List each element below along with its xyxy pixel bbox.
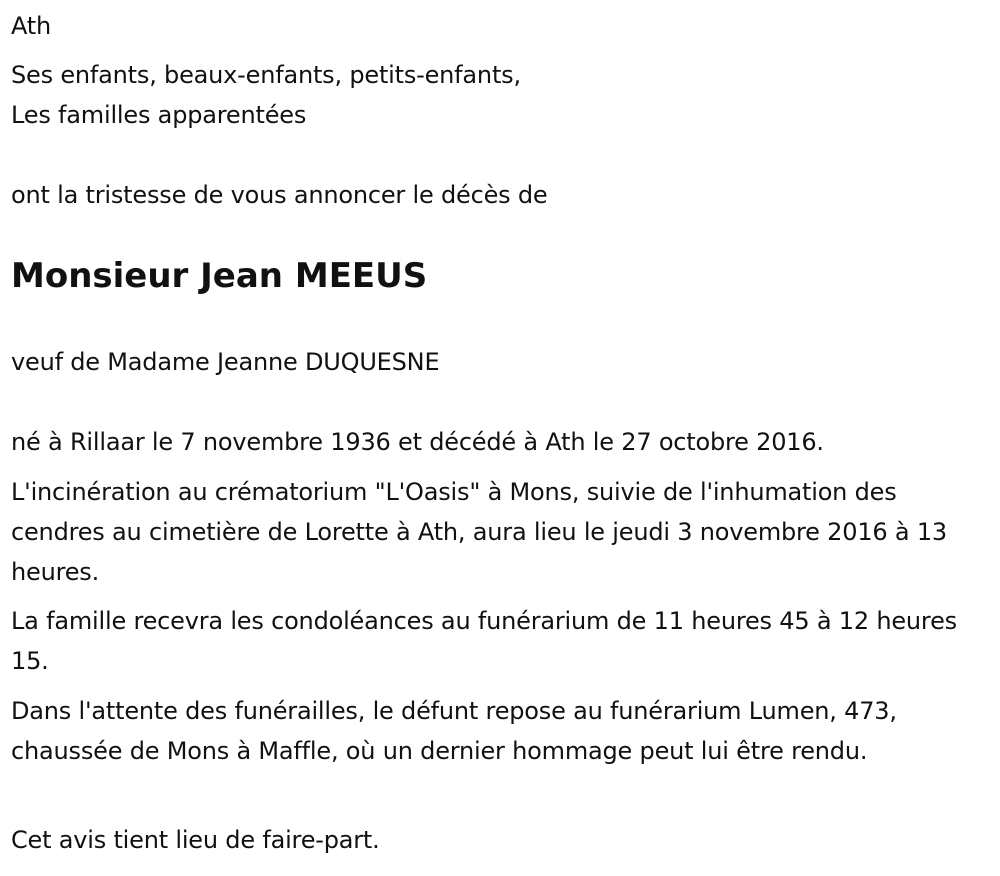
- family-line-1: Ses enfants, beaux-enfants, petits-enfants,: [11, 61, 521, 89]
- announcement: ont la tristesse de vous annoncer le décès de: [11, 181, 548, 209]
- birth-death: né à Rillaar le 7 novembre 1936 et décédé à Ath le 27 octobre 2016.: [11, 428, 824, 456]
- spouse: veuf de Madame Jeanne DUQUESNE: [11, 348, 440, 376]
- family-line-2: Les familles apparentées: [11, 101, 307, 129]
- closing: Cet avis tient lieu de faire-part.: [11, 826, 380, 854]
- condolences-paragraph: La famille recevra les condoléances au funérarium de 11 heures 45 à 12 heures 15.: [11, 607, 957, 675]
- deceased-name: Monsieur Jean MEEUS: [11, 256, 428, 296]
- city: Ath: [11, 12, 52, 40]
- viewing-paragraph: Dans l'attente des funérailles, le défunt repose au funérarium Lumen, 473, chaussée de Mons à Maffle, où un dernier hommage peut lui être rendu.: [11, 697, 897, 765]
- cremation-paragraph: L'incinération au crématorium "L'Oasis" à Mons, suivie de l'inhumation des cendres au cimetière de Lorette à Ath, aura lieu le jeudi 3 novembre 2016 à 13 heures.: [11, 478, 947, 586]
